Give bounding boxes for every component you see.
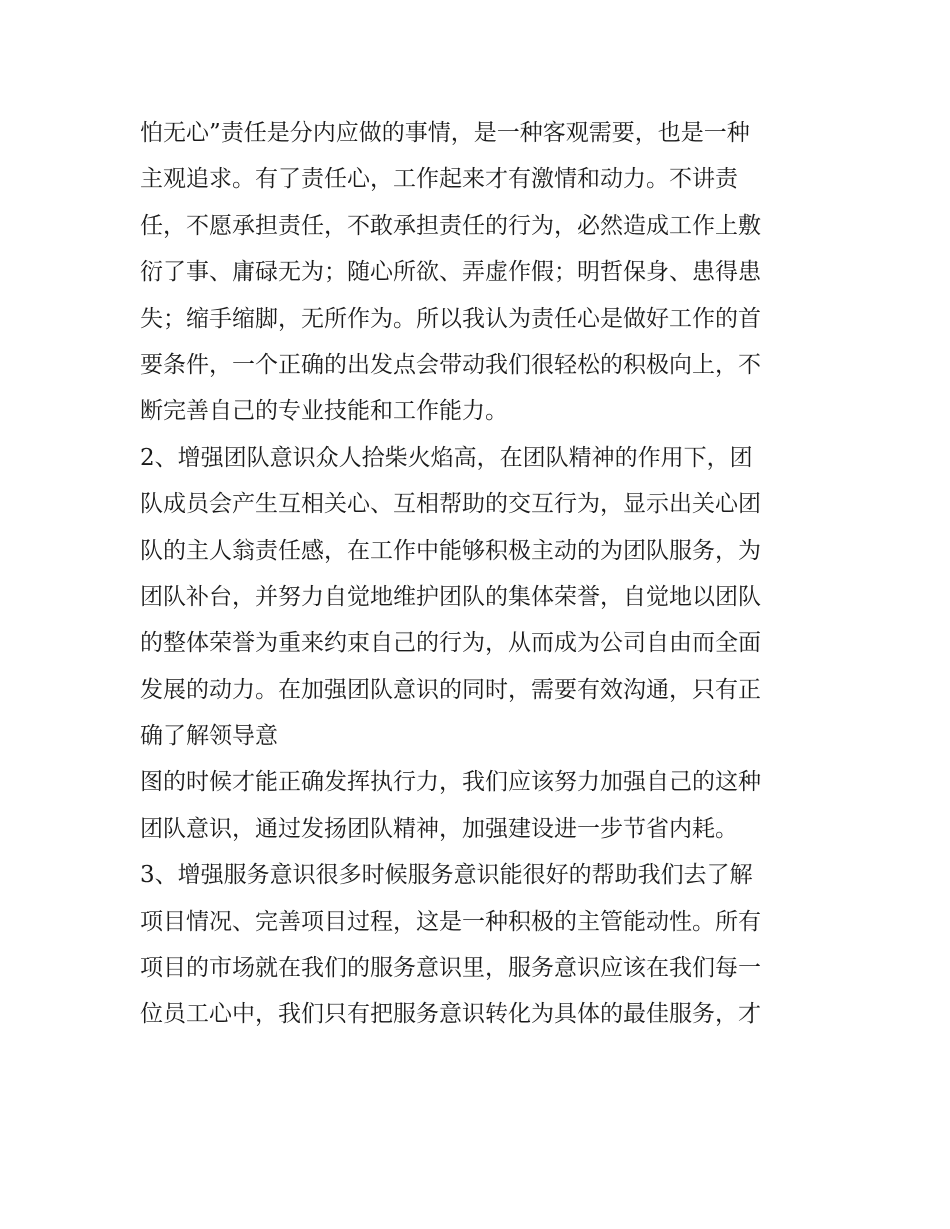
text-line: 确了解领导意 [140,723,278,750]
text-line: 团队补台，并努力自觉地维护团队的集体荣誉，自觉地以团队 [140,583,761,610]
text-line: 项目的市场就在我们的服务意识里，服务意识应该在我们每一 [140,955,761,982]
text-line: 断完善自己的专业技能和工作能力。 [140,398,508,425]
text-line: 队的主人翁责任感，在工作中能够积极主动的为团队服务，为 [140,537,761,564]
text-line: 项目情况、完善项目过程，这是一种积极的主管能动性。所有 [140,908,761,935]
text-line: 主观追求。有了责任心，工作起来才有激情和动力。不讲责 [140,166,738,193]
text-line: 的整体荣誉为重来约束自己的行为，从而成为公司自由而全面 [140,630,761,657]
text-line: 位员工心中，我们只有把服务意识转化为具体的最佳服务，才 [140,1001,761,1028]
text-line: 失；缩手缩脚，无所作为。所以我认为责任心是做好工作的首 [140,305,761,332]
text-line: 衍了事、庸碌无为；随心所欲、弄虚作假；明哲保身、患得患 [140,259,761,286]
text-line: 团队意识，通过发扬团队精神，加强建设进一步节省内耗。 [140,815,738,842]
text-line: 任，不愿承担责任，不敢承担责任的行为，必然造成工作上敷 [140,212,761,239]
text-line: 2、增强团队意识众人拾柴火焰高，在团队精神的作用下，团 [140,444,753,471]
text-line: 发展的动力。在加强团队意识的同时，需要有效沟通，只有正 [140,676,761,703]
text-line: 3、增强服务意识很多时候服务意识能很好的帮助我们去了解 [140,862,753,889]
text-line: 要条件，一个正确的出发点会带动我们很轻松的积极向上，不 [140,351,761,378]
text-line: 怕无心”责任是分内应做的事情，是一种客观需要，也是一种 [140,120,750,146]
text-line: 图的时候才能正确发挥执行力，我们应该努力加强自己的这种 [140,769,761,796]
document-body [140,110,820,1038]
text-line: 队成员会产生互相关心、互相帮助的交互行为，显示出关心团 [140,491,761,518]
